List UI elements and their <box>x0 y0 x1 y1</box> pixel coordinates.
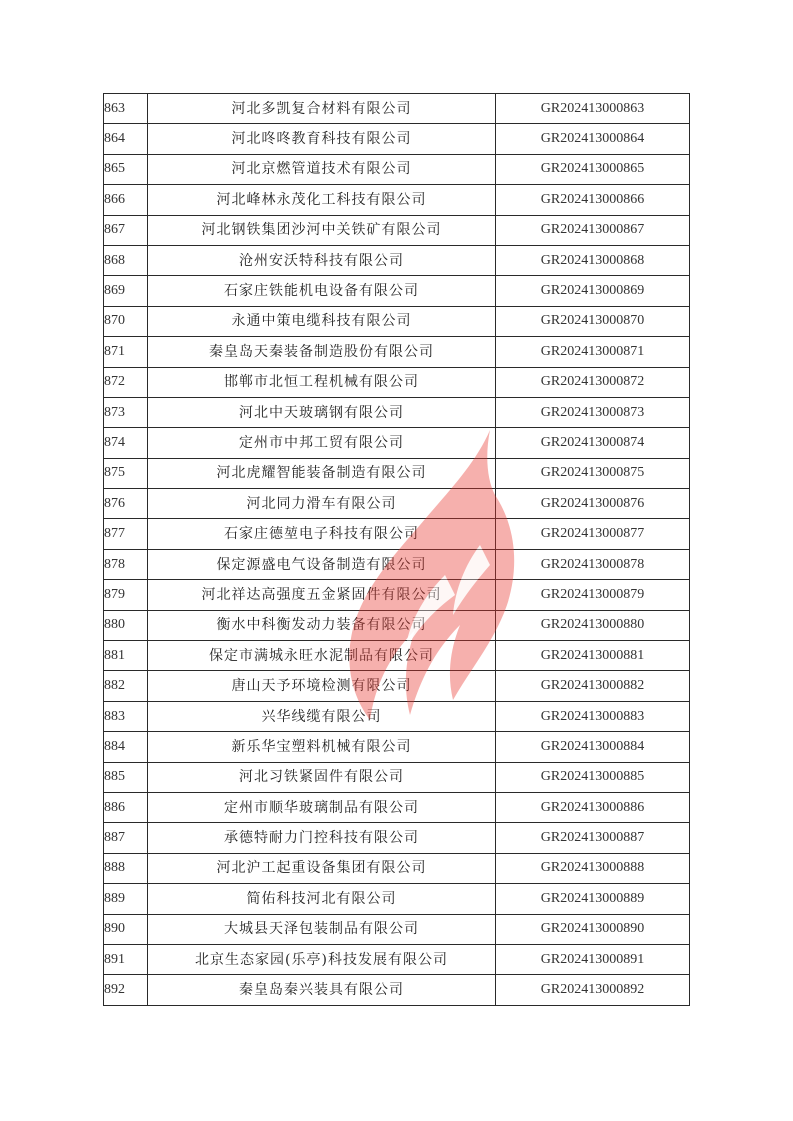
table-row <box>104 975 690 1005</box>
company-name: 河北京燃管道技术有限公司 <box>148 154 496 184</box>
table-row <box>104 701 690 731</box>
row-number: 884 <box>104 732 148 762</box>
table-body <box>104 94 690 1006</box>
certificate-code: GR202413000883 <box>496 701 690 731</box>
certificate-code: GR202413000881 <box>496 641 690 671</box>
row-number: 874 <box>104 428 148 458</box>
company-name: 唐山天予环境检测有限公司 <box>148 671 496 701</box>
row-number: 875 <box>104 458 148 488</box>
company-name: 新乐华宝塑料机械有限公司 <box>148 732 496 762</box>
company-name: 邯郸市北恒工程机械有限公司 <box>148 367 496 397</box>
certificate-code: GR202413000884 <box>496 732 690 762</box>
company-name: 永通中策电缆科技有限公司 <box>148 306 496 336</box>
certificate-code: GR202413000863 <box>496 94 690 124</box>
table-row <box>104 397 690 427</box>
row-number: 879 <box>104 580 148 610</box>
table-row <box>104 306 690 336</box>
company-name: 秦皇岛秦兴装具有限公司 <box>148 975 496 1005</box>
company-name: 河北峰林永茂化工科技有限公司 <box>148 185 496 215</box>
table-row <box>104 884 690 914</box>
row-number: 891 <box>104 944 148 974</box>
row-number: 870 <box>104 306 148 336</box>
company-name: 河北多凯复合材料有限公司 <box>148 94 496 124</box>
row-number: 890 <box>104 914 148 944</box>
row-number: 886 <box>104 792 148 822</box>
row-number: 871 <box>104 337 148 367</box>
table-row <box>104 914 690 944</box>
company-name: 大城县天泽包装制品有限公司 <box>148 914 496 944</box>
row-number: 887 <box>104 823 148 853</box>
row-number: 866 <box>104 185 148 215</box>
company-name: 河北咚咚教育科技有限公司 <box>148 124 496 154</box>
row-number: 880 <box>104 610 148 640</box>
table-row <box>104 580 690 610</box>
table-row <box>104 367 690 397</box>
company-name: 秦皇岛天秦装备制造股份有限公司 <box>148 337 496 367</box>
table-row <box>104 823 690 853</box>
certificate-code: GR202413000886 <box>496 792 690 822</box>
company-name: 石家庄铁能机电设备有限公司 <box>148 276 496 306</box>
table-row <box>104 549 690 579</box>
certificate-code: GR202413000871 <box>496 337 690 367</box>
table-row <box>104 853 690 883</box>
certificate-code: GR202413000874 <box>496 428 690 458</box>
row-number: 892 <box>104 975 148 1005</box>
certificate-code: GR202413000885 <box>496 762 690 792</box>
certificate-code: GR202413000892 <box>496 975 690 1005</box>
company-name: 河北虎耀智能装备制造有限公司 <box>148 458 496 488</box>
company-name: 河北中天玻璃钢有限公司 <box>148 397 496 427</box>
certificate-code: GR202413000887 <box>496 823 690 853</box>
row-number: 882 <box>104 671 148 701</box>
table-row <box>104 154 690 184</box>
table-row <box>104 276 690 306</box>
row-number: 867 <box>104 215 148 245</box>
company-name: 定州市中邦工贸有限公司 <box>148 428 496 458</box>
company-name: 定州市顺华玻璃制品有限公司 <box>148 792 496 822</box>
table-row <box>104 944 690 974</box>
row-number: 869 <box>104 276 148 306</box>
company-name: 河北祥达高强度五金紧固件有限公司 <box>148 580 496 610</box>
table-row <box>104 185 690 215</box>
certificate-code: GR202413000888 <box>496 853 690 883</box>
row-number: 868 <box>104 245 148 275</box>
certificate-code: GR202413000864 <box>496 124 690 154</box>
table-row <box>104 762 690 792</box>
table-row <box>104 94 690 124</box>
company-name: 河北同力滑车有限公司 <box>148 489 496 519</box>
certificate-code: GR202413000891 <box>496 944 690 974</box>
company-name: 河北沪工起重设备集团有限公司 <box>148 853 496 883</box>
row-number: 865 <box>104 154 148 184</box>
certificate-code: GR202413000882 <box>496 671 690 701</box>
row-number: 877 <box>104 519 148 549</box>
certificate-code: GR202413000870 <box>496 306 690 336</box>
company-name: 承德特耐力门控科技有限公司 <box>148 823 496 853</box>
row-number: 888 <box>104 853 148 883</box>
certificate-code: GR202413000866 <box>496 185 690 215</box>
certificate-code: GR202413000877 <box>496 519 690 549</box>
table-row <box>104 519 690 549</box>
table-row <box>104 732 690 762</box>
company-name: 保定市满城永旺水泥制品有限公司 <box>148 641 496 671</box>
table-row <box>104 245 690 275</box>
certificate-code: GR202413000876 <box>496 489 690 519</box>
company-name: 石家庄德堃电子科技有限公司 <box>148 519 496 549</box>
certificate-code: GR202413000868 <box>496 245 690 275</box>
company-name: 简佑科技河北有限公司 <box>148 884 496 914</box>
certificate-code: GR202413000867 <box>496 215 690 245</box>
company-name: 兴华线缆有限公司 <box>148 701 496 731</box>
table-row <box>104 337 690 367</box>
company-list-table <box>103 93 690 1006</box>
row-number: 863 <box>104 94 148 124</box>
table-row <box>104 215 690 245</box>
certificate-code: GR202413000869 <box>496 276 690 306</box>
company-name: 河北习铁紧固件有限公司 <box>148 762 496 792</box>
row-number: 872 <box>104 367 148 397</box>
table-row <box>104 641 690 671</box>
certificate-code: GR202413000878 <box>496 549 690 579</box>
row-number: 878 <box>104 549 148 579</box>
company-name: 河北钢铁集团沙河中关铁矿有限公司 <box>148 215 496 245</box>
table-row <box>104 610 690 640</box>
table-row <box>104 671 690 701</box>
row-number: 883 <box>104 701 148 731</box>
row-number: 876 <box>104 489 148 519</box>
company-name: 北京生态家园(乐亭)科技发展有限公司 <box>148 944 496 974</box>
row-number: 864 <box>104 124 148 154</box>
certificate-code: GR202413000865 <box>496 154 690 184</box>
table-row <box>104 792 690 822</box>
certificate-code: GR202413000890 <box>496 914 690 944</box>
company-name: 沧州安沃特科技有限公司 <box>148 245 496 275</box>
row-number: 873 <box>104 397 148 427</box>
table-row <box>104 428 690 458</box>
row-number: 889 <box>104 884 148 914</box>
company-name: 保定源盛电气设备制造有限公司 <box>148 549 496 579</box>
row-number: 881 <box>104 641 148 671</box>
certificate-code: GR202413000875 <box>496 458 690 488</box>
certificate-code: GR202413000872 <box>496 367 690 397</box>
certificate-code: GR202413000880 <box>496 610 690 640</box>
company-name: 衡水中科衡发动力装备有限公司 <box>148 610 496 640</box>
row-number: 885 <box>104 762 148 792</box>
certificate-code: GR202413000873 <box>496 397 690 427</box>
certificate-code: GR202413000879 <box>496 580 690 610</box>
table-row <box>104 458 690 488</box>
table-row <box>104 489 690 519</box>
certificate-code: GR202413000889 <box>496 884 690 914</box>
table-row <box>104 124 690 154</box>
